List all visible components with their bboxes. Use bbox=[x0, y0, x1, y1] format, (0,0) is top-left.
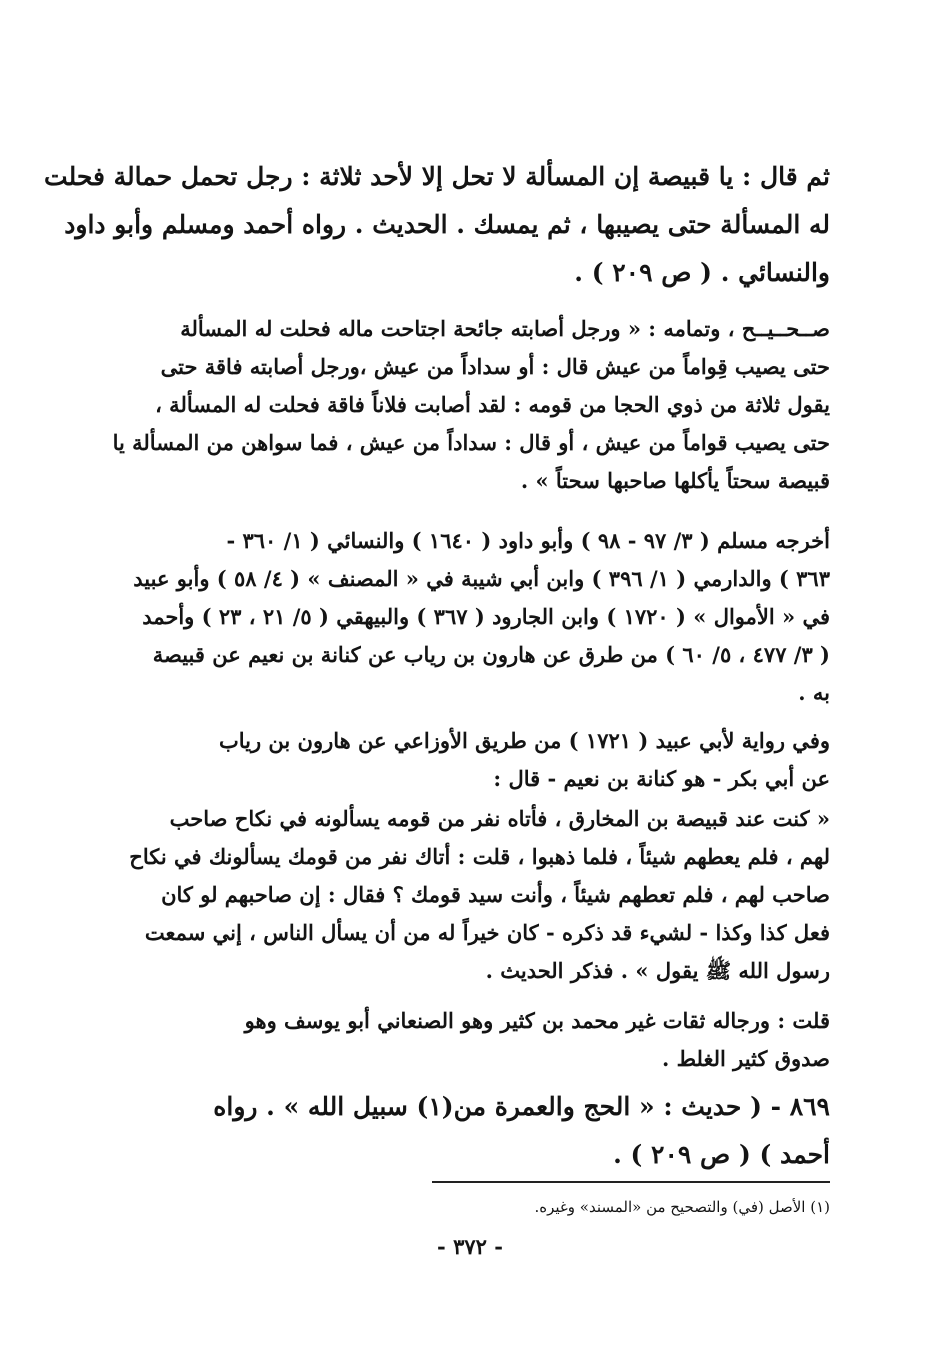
paragraph-hadith-868-text bbox=[44, 153, 830, 297]
text-line: حتى يصيب قواماً من عيش ، أو قال : سداداً من عيش ، فما سواهن من المسألة يا bbox=[112, 430, 830, 455]
text-line: قلت : ورجاله ثقات غير محمد بن كثير وهو الصنعاني أبو يوسف وهو bbox=[244, 1008, 830, 1033]
text-line: ( ٣/ ٤٧٧ ، ٥/ ٦٠ ) من طرق عن هارون بن رياب عن كنانة بن نعيم عن قبيصة bbox=[152, 642, 830, 667]
paragraph-grading bbox=[110, 310, 830, 500]
text-line: له المسألة حتى يصيبها ، ثم يمسك . الحديث . رواه أحمد ومسلم وأبو داود bbox=[64, 210, 830, 239]
text-line: ثم قال : يا قبيصة إن المسألة لا تحل إلا لأحد ثلاثة : رجل تحمل حمالة فحلت bbox=[44, 162, 830, 191]
text-line: ٣٦٣ ) والدارمي ( ١/ ٣٩٦ ) وابن أبي شيبة في « المصنف » ( ٤/ ٥٨ ) وأبو عبيد bbox=[133, 566, 830, 591]
page-number: - ٣٧٢ - bbox=[437, 1234, 503, 1259]
text-line: والنسائي . ( ص ٢٠٩ ) . bbox=[574, 258, 830, 287]
text-line: عن أبي بكر - هو كنانة بن نعيم - قال : bbox=[493, 766, 830, 791]
text-line: به . bbox=[798, 680, 830, 705]
paragraph-comment bbox=[110, 1002, 830, 1078]
text-line: « كنت عند قبيصة بن المخارق ، فأتاه نفر من قومه يسألونه في نكاح صاحب bbox=[169, 806, 830, 831]
text-line: يقول ثلاثة من ذوي الحجا من قومه : لقد أصابت فلاناً فاقة فحلت له المسألة ، bbox=[155, 392, 830, 417]
text-line: فعل كذا وكذا - لشيء قد ذكره - كان خيراً له من أن يسأل الناس ، إني سمعت bbox=[144, 920, 830, 945]
footnote: (١) الأصل (في) والتصحيح من «المسند» وغيره. bbox=[534, 1198, 830, 1216]
paragraph-quote bbox=[110, 800, 830, 990]
text-line: حتى يصيب قِواماً من عيش قال : أو سداداً من عيش ،ورجل أصابته فاقة حتى bbox=[160, 354, 830, 379]
text-line: قبيصة سحتاً يأكلها صاحبها سحتاً » . bbox=[520, 468, 830, 493]
paragraph-abu-ubaid-narration bbox=[110, 722, 830, 798]
paragraph-takhrij bbox=[110, 522, 830, 712]
text-line: صاحب لهم ، فلم تعطهم شيئاً ، وأنت سيد قومك ؟ فقال : إن صاحبهم لو كان bbox=[161, 882, 830, 907]
text-line: في « الأموال » ( ١٧٢٠ ) وابن الجارود ( ٣٦٧ ) والبيهقي ( ٥/ ٢١ ، ٢٣ ) وأحمد bbox=[142, 604, 830, 629]
text-line: ٨٦٩ - ( حديث : « الحج والعمرة من(١) سبيل الله » . رواه bbox=[213, 1092, 830, 1121]
text-line: رسول الله ﷺ يقول » . فذكر الحديث . bbox=[485, 958, 830, 983]
footnote-divider bbox=[432, 1181, 830, 1183]
text-line: وفي رواية لأبي عبيد ( ١٧٢١ ) من طريق الأوزاعي عن هارون بن رياب bbox=[218, 728, 830, 753]
text-line: صدوق كثير الغلط . bbox=[661, 1046, 830, 1071]
text-line: أحمد ) ( ص ٢٠٩ ) . bbox=[613, 1140, 830, 1169]
text-line: صــحــيــح ، وتمامه : « ورجل أصابته جائحة اجتاحت ماله فحلت له المسألة bbox=[180, 316, 830, 341]
paragraph-hadith-869 bbox=[110, 1083, 830, 1179]
text-line: لهم ، فلم يعطهم شيئاً ، فلما ذهبوا ، قلت : أتاك نفر من قومك يسألونك في نكاح bbox=[129, 844, 830, 869]
text-line: أخرجه مسلم ( ٣/ ٩٧ - ٩٨ ) وأبو داود ( ١٦٤٠ ) والنسائي ( ١/ ٣٦٠ - bbox=[226, 528, 830, 553]
